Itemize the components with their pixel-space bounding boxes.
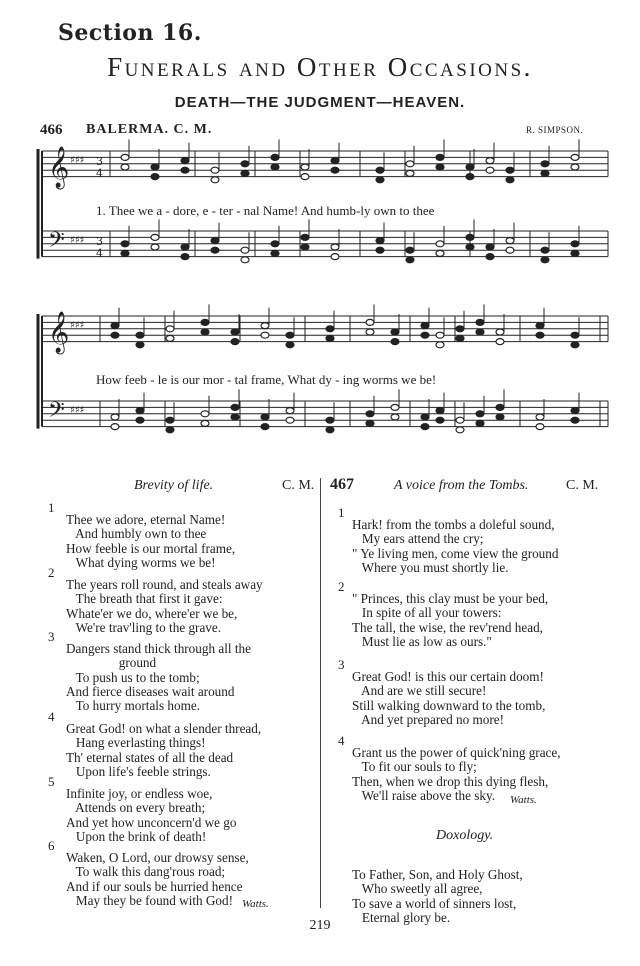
note-head (166, 335, 174, 341)
note-head (486, 167, 494, 173)
note-head (286, 342, 294, 348)
page-subtitle: DEATH—THE JUDGMENT—HEAVEN. (174, 94, 466, 111)
note-head (121, 241, 129, 247)
verse-line: ground (66, 655, 157, 671)
note-head (466, 174, 474, 180)
note-head (181, 158, 189, 164)
note-head (201, 329, 209, 335)
verse-number: 6 (48, 838, 55, 853)
note-head (211, 238, 219, 244)
verse-line: To push us to the tomb; (66, 669, 200, 685)
note-head (541, 257, 549, 263)
tune-name: BALERMA. C. M. (86, 122, 213, 137)
section-heading: Section 16. (58, 20, 202, 46)
note-head (506, 238, 514, 244)
note-head (456, 335, 464, 341)
hymn-467-verse-1 (352, 504, 558, 575)
note-head (181, 254, 189, 260)
note-head (326, 335, 334, 341)
note-head (436, 408, 444, 414)
note-head (456, 427, 464, 433)
note-head (436, 241, 444, 247)
verse-line: And if our souls be hurried hence (66, 878, 243, 894)
verse-line: Infinite joy, or endless woe, (66, 786, 213, 802)
note-head (436, 417, 444, 423)
note-head (406, 170, 414, 176)
verse-number: 2 (338, 579, 345, 594)
note-head (571, 241, 579, 247)
note-head (506, 177, 514, 183)
note-head (486, 254, 494, 260)
note-head (241, 170, 249, 176)
note-head (476, 411, 484, 417)
note-head (466, 234, 474, 240)
hymn-466-verse-2 (66, 564, 263, 635)
verse-line: To save a world of sinners lost, (352, 895, 517, 911)
note-head (476, 420, 484, 426)
note-head (151, 164, 159, 170)
note-head (476, 319, 484, 325)
hymn-466-author: Watts. (242, 898, 269, 910)
note-head (541, 170, 549, 176)
music-score (0, 0, 640, 460)
note-head (571, 332, 579, 338)
note-head (121, 250, 129, 256)
note-head (506, 247, 514, 253)
verse-line: And yet prepared no more! (352, 711, 504, 727)
verse-line: Attends on every breath; (66, 800, 206, 816)
note-head (151, 244, 159, 250)
note-head (571, 154, 579, 160)
verse-line: Where you must shortly lie. (352, 559, 509, 575)
note-head (456, 326, 464, 332)
verse-line: And fierce diseases wait around (66, 683, 235, 699)
note-head (421, 323, 429, 329)
note-head (421, 332, 429, 338)
note-head (571, 342, 579, 348)
note-head (366, 319, 374, 325)
time-signature-icon: 4 (96, 247, 103, 260)
column-divider (320, 478, 321, 908)
note-head (111, 414, 119, 420)
note-head (211, 167, 219, 173)
verse-line: Hang everlasting things! (66, 735, 206, 751)
note-head (496, 414, 504, 420)
verse-line: Whate'er we do, where'er we be, (66, 605, 238, 621)
note-head (366, 329, 374, 335)
hymn-466-verse-5 (66, 773, 236, 844)
verse-line: " Princes, this clay must be your bed, (352, 591, 549, 607)
note-head (421, 424, 429, 430)
note-head (376, 238, 384, 244)
note-head (541, 247, 549, 253)
verse-line: Grant us the power of quick'ning grace, (352, 745, 561, 761)
note-head (486, 158, 494, 164)
verse-number: 4 (338, 733, 345, 748)
verse-line: Th' eternal states of all the dead (66, 749, 234, 765)
note-head (201, 420, 209, 426)
hymn-467-number: 467 (330, 476, 354, 493)
note-head (456, 417, 464, 423)
page-title: Funerals and Other Occasions. (107, 52, 533, 82)
hymn-466-title: Brevity of life. (134, 478, 214, 493)
verse-line: Dangers stand thick through all the (66, 641, 251, 657)
note-head (571, 408, 579, 414)
note-head (136, 417, 144, 423)
verse-line: My ears attend the cry; (352, 531, 484, 547)
doxology-title: Doxology. (436, 828, 494, 843)
note-head (436, 164, 444, 170)
verse-line: Great God! on what a slender thread, (66, 721, 262, 737)
note-head (121, 154, 129, 160)
note-head (181, 244, 189, 250)
key-signature-icon: ♯♯♯ (70, 320, 85, 331)
note-head (286, 332, 294, 338)
verse-line: The years roll round, and steals away (66, 577, 263, 593)
bass-clef-icon: 𝄢 (48, 228, 65, 258)
note-head (241, 247, 249, 253)
note-head (136, 342, 144, 348)
verse-line: And are we still secure! (352, 683, 487, 699)
note-head (231, 414, 239, 420)
note-head (166, 326, 174, 332)
note-head (111, 332, 119, 338)
hymn-467-meter: C. M. (566, 478, 599, 493)
note-head (436, 342, 444, 348)
verse-number: 2 (48, 565, 55, 580)
verse-line: Upon the brink of death! (66, 828, 207, 844)
note-head (486, 244, 494, 250)
note-head (166, 427, 174, 433)
note-head (151, 234, 159, 240)
treble-clef-icon: 𝄞 (48, 147, 70, 188)
note-head (166, 417, 174, 423)
note-head (326, 427, 334, 433)
hymn-466-verse-3 (66, 628, 251, 713)
note-head (406, 161, 414, 167)
note-head (366, 420, 374, 426)
hymn-466-verse-6 (66, 837, 249, 908)
note-head (331, 254, 339, 260)
time-signature-icon: 3 (96, 235, 103, 248)
verse-number: 4 (48, 709, 55, 724)
note-head (261, 414, 269, 420)
note-head (231, 339, 239, 345)
note-head (121, 164, 129, 170)
verse-number: 1 (338, 505, 345, 520)
hymn-467-verse-2 (352, 578, 548, 649)
note-head (201, 411, 209, 417)
verse-line: Then, when we drop this dying flesh, (352, 773, 549, 789)
note-head (286, 408, 294, 414)
note-head (211, 247, 219, 253)
verse-line: " Ye living men, come view the ground (352, 545, 559, 561)
verse-line: How feeble is our mortal frame, (66, 540, 236, 556)
note-head (571, 417, 579, 423)
note-head (231, 329, 239, 335)
verse-line: And humbly own to thee (66, 526, 207, 542)
note-head (376, 167, 384, 173)
verse-number: 3 (338, 657, 345, 672)
note-head (326, 326, 334, 332)
page-number: 219 (309, 918, 331, 933)
hymn-466-verse-4 (66, 708, 261, 779)
note-head (331, 158, 339, 164)
verse-line: Still walking downward to the tomb, (352, 697, 546, 713)
verse-number: 1 (48, 500, 55, 515)
hymn-466-meter: C. M. (282, 478, 315, 493)
hymn-467-verse-3 (352, 656, 545, 727)
bass-clef-icon: 𝄢 (48, 398, 65, 428)
note-head (391, 329, 399, 335)
verse-number: 5 (48, 774, 55, 789)
note-head (241, 257, 249, 263)
verse-line: Eternal glory be. (352, 909, 451, 925)
treble-clef-icon: 𝄞 (48, 312, 70, 353)
hymn-467-title: A voice from the Tombs. (394, 478, 529, 493)
lyric-line-1: 1. Thee we a - dore, e - ter - nal Name! And humb-ly own to thee (96, 203, 435, 218)
verse-line: Thee we adore, eternal Name! (66, 512, 226, 528)
verse-line: Upon life's feeble strings. (66, 763, 211, 779)
note-head (271, 154, 279, 160)
note-head (286, 417, 294, 423)
note-head (506, 167, 514, 173)
note-head (436, 154, 444, 160)
note-head (421, 414, 429, 420)
key-signature-icon: ♯♯♯ (70, 405, 85, 416)
note-head (111, 323, 119, 329)
note-head (301, 244, 309, 250)
verse-line: To hurry mortals home. (66, 698, 200, 714)
verse-line: What dying worms we be! (66, 554, 216, 570)
verse-line: To fit our souls to fly; (352, 759, 477, 775)
verse-line: Must lie as low as ours." (352, 633, 492, 649)
note-head (571, 250, 579, 256)
verse-line: Waken, O Lord, our drowsy sense, (66, 850, 249, 866)
hymn-467-verse-4 (352, 732, 561, 803)
note-head (571, 164, 579, 170)
verse-line: In spite of all your towers: (352, 605, 502, 621)
note-head (331, 244, 339, 250)
note-head (271, 241, 279, 247)
note-head (536, 332, 544, 338)
note-head (326, 417, 334, 423)
verse-line: To Father, Son, and Holy Ghost, (352, 867, 523, 883)
verse-line: Great God! is this our certain doom! (352, 669, 544, 685)
verse-line: The breath that first it gave: (66, 591, 223, 607)
note-head (231, 404, 239, 410)
time-signature-icon: 4 (96, 167, 103, 180)
verse-line: The tall, the wise, the rev'rend head, (352, 619, 543, 635)
note-head (261, 424, 269, 430)
note-head (301, 164, 309, 170)
verse-line: May they be found with God! (66, 892, 234, 908)
verse-line: Who sweetly all agree, (352, 881, 483, 897)
verse-line: We're trav'ling to the grave. (66, 619, 222, 635)
note-head (366, 411, 374, 417)
note-heads (48, 139, 579, 432)
note-head (476, 329, 484, 335)
note-head (211, 177, 219, 183)
note-head (496, 339, 504, 345)
note-head (261, 323, 269, 329)
note-head (376, 247, 384, 253)
note-head (466, 164, 474, 170)
note-head (201, 319, 209, 325)
note-head (136, 408, 144, 414)
time-signature-icon: 3 (96, 155, 103, 168)
note-head (391, 414, 399, 420)
note-head (536, 323, 544, 329)
doxology-verse (352, 854, 523, 925)
hymn-467-author: Watts. (510, 794, 537, 806)
verse-number: 3 (48, 629, 55, 644)
note-head (406, 257, 414, 263)
note-head (331, 167, 339, 173)
key-signature-icon: ♯♯♯ (70, 155, 85, 166)
verse-line: Hark! from the tombs a doleful sound, (352, 517, 555, 533)
lyric-line-2: How feeb - le is our mor - tal frame, What dy - ing worms we be! (96, 372, 437, 387)
note-head (496, 329, 504, 335)
note-head (391, 339, 399, 345)
note-head (466, 244, 474, 250)
note-head (376, 177, 384, 183)
verse-line: To walk this dang'rous road; (66, 864, 226, 880)
hymn-466-verse-1 (66, 499, 235, 570)
note-head (541, 161, 549, 167)
note-head (536, 424, 544, 430)
note-head (136, 332, 144, 338)
key-signature-icon: ♯♯♯ (70, 235, 85, 246)
verse-line: And yet how unconcern'd we go (66, 814, 237, 830)
note-head (241, 161, 249, 167)
note-head (301, 174, 309, 180)
note-head (271, 250, 279, 256)
note-head (496, 404, 504, 410)
note-head (406, 247, 414, 253)
tune-number: 466 (40, 122, 63, 138)
note-head (536, 414, 544, 420)
note-head (151, 174, 159, 180)
note-head (261, 332, 269, 338)
note-head (436, 250, 444, 256)
note-head (391, 404, 399, 410)
tune-composer: R. SIMPSON. (526, 125, 584, 135)
note-head (436, 332, 444, 338)
note-head (271, 164, 279, 170)
note-head (181, 167, 189, 173)
verse-line: We'll raise above the sky. (352, 787, 496, 803)
note-head (111, 424, 119, 430)
note-head (301, 234, 309, 240)
